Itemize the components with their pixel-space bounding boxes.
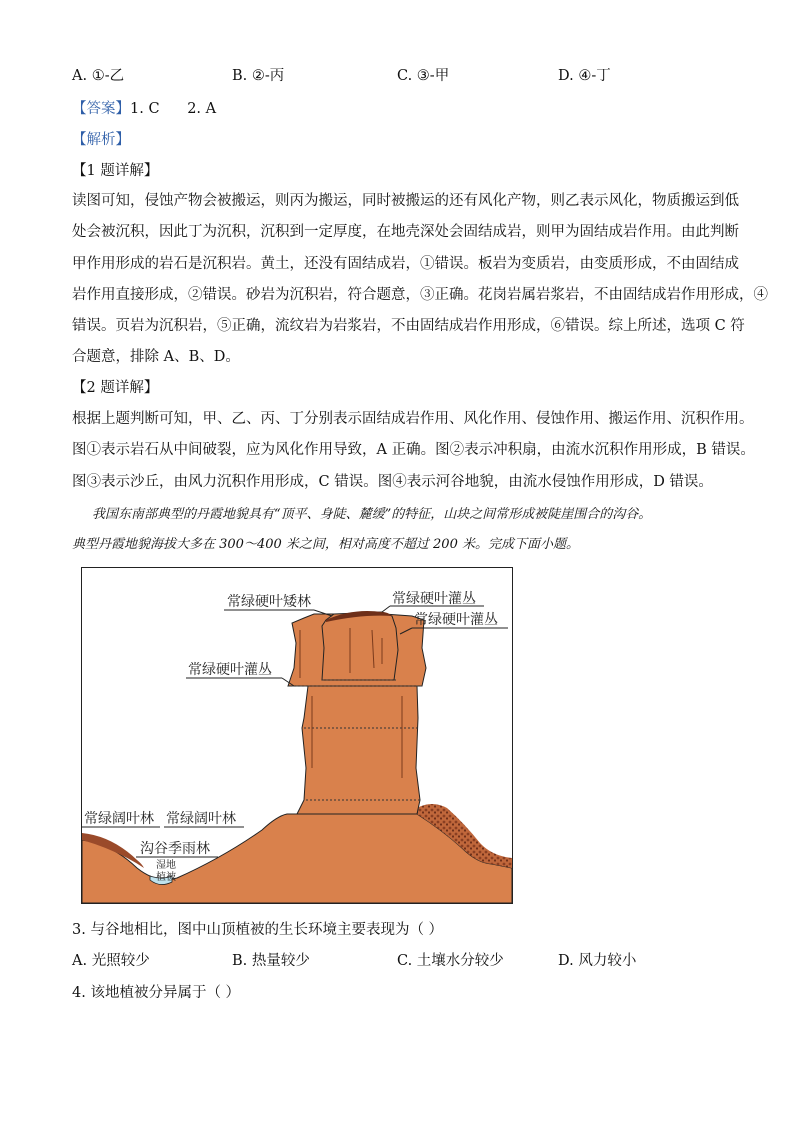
option-a: A. ①-乙: [72, 68, 125, 84]
q2-detail-line: 根据上题判断可知，甲、乙、丙、丁分别表示固结成岩作用、风化作用、侵蚀作用、搬运作用、沉积作用。: [72, 411, 754, 427]
danxia-vegetation-figure: [81, 567, 513, 904]
q2-detail-line: 图①表示岩石从中间破裂，应为风化作用导致，A 正确。图②表示冲积扇，由流水沉积作用形成，B 错误。: [72, 442, 755, 458]
q3-option-c: C. 土壤水分较少: [397, 953, 504, 969]
q3-option-b: B. 热量较少: [232, 953, 310, 969]
q3-stem: 3. 与谷地相比，图中山顶植被的生长环境主要表现为（ ）: [72, 922, 444, 938]
label-broadleaf-2: 常绿阔叶林: [166, 811, 236, 827]
label-monsoon: 沟谷季雨林: [140, 841, 210, 857]
analysis-label: 【解析】: [72, 132, 130, 148]
answer-row: [72, 99, 216, 119]
q3-option-a: A. 光照较少: [72, 953, 150, 969]
q1-detail-line: 错误。页岩为沉积岩，⑤正确，流纹岩为岩浆岩，不由固结成岩作用形成，⑥错误。综上所述，选项 C 符: [72, 318, 745, 334]
q4-stem: 4. 该地植被分异属于（ ）: [72, 985, 241, 1001]
option-b: B. ②-丙: [232, 68, 285, 84]
label-top-shrub-1: 常绿硬叶灌丛: [392, 591, 476, 607]
q2-detail-heading: 【2 题详解】: [72, 380, 159, 396]
passage-line-1: 我国东南部典型的丹霞地貌具有“顶平、身陡、麓缓”的特征，山块之间常形成被陡崖围合的沟谷。: [92, 507, 652, 522]
q1-detail-heading: 【1 题详解】: [72, 163, 159, 179]
answer-text: 1. C 2. A: [130, 101, 217, 117]
label-top-shrub-2: 常绿硬叶灌丛: [414, 612, 498, 628]
q1-detail-line: 甲作用形成的岩石是沉积岩。黄土，还没有固结成岩，①错误。板岩为变质岩，由变质形成，不由固结成: [72, 256, 739, 272]
q3-option-d: D. 风力较小: [558, 953, 637, 969]
q1-detail-line: 处会被沉积，因此丁为沉积，沉积到一定厚度，在地壳深处会固结成岩，则甲为固结成岩作用。由此判断: [72, 224, 739, 240]
label-mid-shrub: 常绿硬叶灌丛: [188, 662, 272, 678]
label-wetland-2: 植被: [156, 872, 176, 883]
danxia-diagram: [82, 568, 512, 903]
answer-label: 【答案】: [72, 101, 130, 117]
label-top-forest: 常绿硬叶矮林: [227, 594, 311, 610]
q1-detail-line: 读图可知，侵蚀产物会被搬运，则丙为搬运，同时被搬运的还有风化产物，则乙表示风化，物质搬运到低: [72, 193, 739, 209]
label-broadleaf-1: 常绿阔叶林: [84, 811, 154, 827]
option-d: D. ④-丁: [558, 68, 611, 84]
label-wetland-1: 湿地: [156, 860, 176, 871]
q1-detail-line: 岩作用直接形成，②错误。砂岩为沉积岩，符合题意，③正确。花岗岩属岩浆岩，不由固结成岩作用形成，④: [72, 287, 768, 303]
passage-line-2: 典型丹霞地貌海拔大多在 300～400 米之间，相对高度不超过 200 米。完成下面小题。: [72, 537, 579, 552]
q2-detail-line: 图③表示沙丘，由风力沉积作用形成，C 错误。图④表示河谷地貌，由流水侵蚀作用形成，D 错误。: [72, 474, 713, 490]
option-c: C. ③-甲: [397, 68, 450, 84]
q1-detail-line: 合题意，排除 A、B、D。: [72, 349, 240, 365]
rock-cap: [322, 612, 398, 680]
